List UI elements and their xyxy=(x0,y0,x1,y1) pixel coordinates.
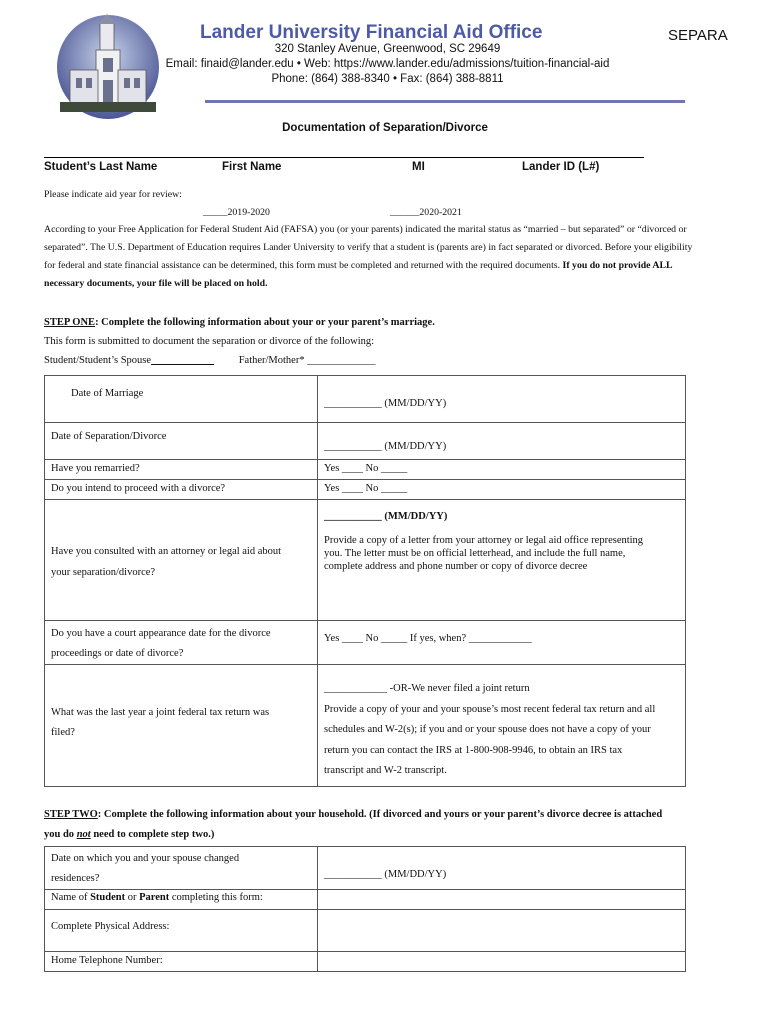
intro-paragraph xyxy=(44,221,724,293)
home-phone-label xyxy=(45,952,318,972)
answer-text: Yes ____ No _____ xyxy=(324,483,408,494)
step-two-emphasis: not xyxy=(76,829,91,840)
first-name-label: First Name xyxy=(222,161,282,173)
instruction-text: Provide a copy of a letter from your attorney or legal aid office representing xyxy=(324,535,644,546)
intro-warning: necessary documents, your file will be placed on hold. xyxy=(44,278,268,289)
lander-id-label: Lander ID (L#) xyxy=(522,161,600,173)
court-date-label xyxy=(45,621,318,665)
question-text: proceedings or date of divorce? xyxy=(51,648,184,659)
intro-line xyxy=(44,257,724,275)
name-entry-line[interactable] xyxy=(44,157,644,158)
office-phone-fax: Phone: (864) 388-8340 • Fax: (864) 388-8811 xyxy=(271,73,504,85)
remarried-field[interactable] xyxy=(318,460,686,480)
intro-text: for federal and state financial assistance can be determined, this form must be completed and returned with the required documents. xyxy=(44,260,563,271)
answer-text: ____________ -OR-We never filed a joint return xyxy=(324,683,530,694)
question-text: Do you have a court appearance date for the divorce xyxy=(51,628,271,639)
step-two-label: STEP TWO xyxy=(44,809,98,820)
step-two-heading-text: : Complete the following information about your household. (If divorced and yours or your parent’s divorce decree is attached xyxy=(97,809,663,820)
marriage-date-label xyxy=(45,376,318,423)
court-date-field[interactable] xyxy=(318,621,686,665)
table-row xyxy=(45,952,686,972)
option-student-spouse[interactable]: Student/Student’s Spouse xyxy=(44,355,152,366)
last-name-label: Student’s Last Name xyxy=(44,161,158,173)
table-row xyxy=(45,910,686,952)
step-two-heading-text: need to complete step two.) xyxy=(90,829,215,840)
instruction-text: Provide a copy of your and your spouse’s most recent federal tax return and all xyxy=(324,703,656,715)
answer-text: Yes ____ No _____ xyxy=(324,463,408,474)
question-text: Name of xyxy=(51,892,91,903)
answer-text: ___________ (MM/DD/YY) xyxy=(324,398,447,409)
residence-change-label xyxy=(45,847,318,890)
question-emphasis: Student xyxy=(90,892,126,903)
option-father-mother[interactable]: Father/Mother* _____________ xyxy=(238,355,376,366)
tax-return-label xyxy=(45,665,318,787)
residence-change-field[interactable] xyxy=(318,847,686,890)
remarried-label xyxy=(45,460,318,480)
question-emphasis: Parent xyxy=(139,892,170,903)
table-row xyxy=(45,500,686,621)
instruction-text: return you can contact the IRS at 1-800-908-9946, to obtain an IRS tax xyxy=(324,744,623,756)
answer-text: ___________ (MM/DD/YY) xyxy=(324,869,447,880)
party-options xyxy=(44,352,724,370)
intend-divorce-label xyxy=(45,480,318,500)
question-text: Do you intend to proceed with a divorce? xyxy=(51,483,226,494)
option-student-blank[interactable]: ____________ xyxy=(151,355,215,366)
aid-year-option-2020[interactable]: ______2020-2021 xyxy=(390,207,462,218)
table-row xyxy=(45,890,686,910)
question-text: completing this form: xyxy=(169,892,263,903)
question-text: What was the last year a joint federal tax return was xyxy=(51,707,270,718)
question-text: Home Telephone Number: xyxy=(51,955,163,966)
separation-date-field[interactable] xyxy=(318,423,686,460)
step-one-label: STEP ONE xyxy=(44,317,96,328)
table-row xyxy=(45,480,686,500)
office-email-web: Email: finaid@lander.edu • Web: https://www.lander.edu/admissions/tuition-financial-aid xyxy=(165,58,610,70)
attorney-field[interactable] xyxy=(318,500,686,621)
step-one-heading-text: : Complete the following information about your or your parent’s marriage. xyxy=(95,317,435,328)
step-one-heading xyxy=(44,314,724,332)
separation-date-label xyxy=(45,423,318,460)
instruction-text: complete address and phone number or copy of divorce decree xyxy=(324,561,588,572)
table-row xyxy=(45,376,686,423)
table-row xyxy=(45,460,686,480)
question-text: or xyxy=(125,892,140,903)
question-text: residences? xyxy=(51,873,100,884)
header-divider xyxy=(205,100,685,103)
question-text: filed? xyxy=(51,727,75,738)
tax-return-field[interactable] xyxy=(318,665,686,787)
step-two-heading-text: you do xyxy=(44,829,77,840)
question-text: your separation/divorce? xyxy=(51,567,156,578)
table-row xyxy=(45,423,686,460)
question-text: Complete Physical Address: xyxy=(51,921,170,932)
table-row xyxy=(45,621,686,665)
building-tower-icon xyxy=(56,14,160,120)
instruction-text: you. The letter must be on official letterhead, and include the full name, xyxy=(324,548,626,559)
intro-line: separated”. The U.S. Department of Education requires Lander University to verify that a student is (parents are) in fact separated or divorced. Before your eligibility xyxy=(44,242,693,253)
step-two-heading xyxy=(44,805,724,845)
question-text: Date of Marriage xyxy=(71,388,144,399)
completer-name-field[interactable] xyxy=(318,890,686,910)
document-title: Documentation of Separation/Divorce xyxy=(282,122,488,134)
table-row xyxy=(45,665,686,787)
answer-text: Yes ____ No _____ If yes, when? ____________ xyxy=(324,633,532,644)
question-text: Have you remarried? xyxy=(51,463,140,474)
form-code-label: SEPARA xyxy=(668,27,728,44)
home-phone-field[interactable] xyxy=(318,952,686,972)
completer-name-label xyxy=(45,890,318,910)
marriage-date-field[interactable] xyxy=(318,376,686,423)
office-title: Lander University Financial Aid Office xyxy=(200,22,543,43)
household-table xyxy=(44,846,686,972)
physical-address-field[interactable] xyxy=(318,910,686,952)
intend-divorce-field[interactable] xyxy=(318,480,686,500)
physical-address-label xyxy=(45,910,318,952)
question-text: Date of Separation/Divorce xyxy=(51,431,167,442)
attorney-label xyxy=(45,500,318,621)
answer-text: ___________ (MM/DD/YY) xyxy=(324,441,447,452)
question-text: Date on which you and your spouse changed xyxy=(51,853,240,864)
question-text: Have you consulted with an attorney or legal aid about xyxy=(51,546,282,557)
office-address: 320 Stanley Avenue, Greenwood, SC 29649 xyxy=(274,43,501,55)
instruction-text: schedules and W-2(s); if you and or your spouse does not have a copy of your xyxy=(324,724,651,735)
intro-line: According to your Free Application for Federal Student Aid (FAFSA) you (or your parents) indicated the marital status as “married – but separated” or “divorced or xyxy=(44,224,687,235)
answer-text: ___________ (MM/DD/YY) xyxy=(324,511,448,522)
mi-label: MI xyxy=(412,161,425,173)
aid-year-prompt: Please indicate aid year for review: xyxy=(44,189,182,200)
table-row xyxy=(45,847,686,890)
instruction-text: transcript and W-2 transcript. xyxy=(324,765,447,776)
submitted-for-text: This form is submitted to document the separation or divorce of the following: xyxy=(44,336,375,347)
intro-warning: If you do not provide ALL xyxy=(562,260,673,271)
aid-year-option-2019[interactable]: _____2019-2020 xyxy=(203,207,270,218)
marriage-table xyxy=(44,375,686,787)
university-logo xyxy=(56,14,160,120)
